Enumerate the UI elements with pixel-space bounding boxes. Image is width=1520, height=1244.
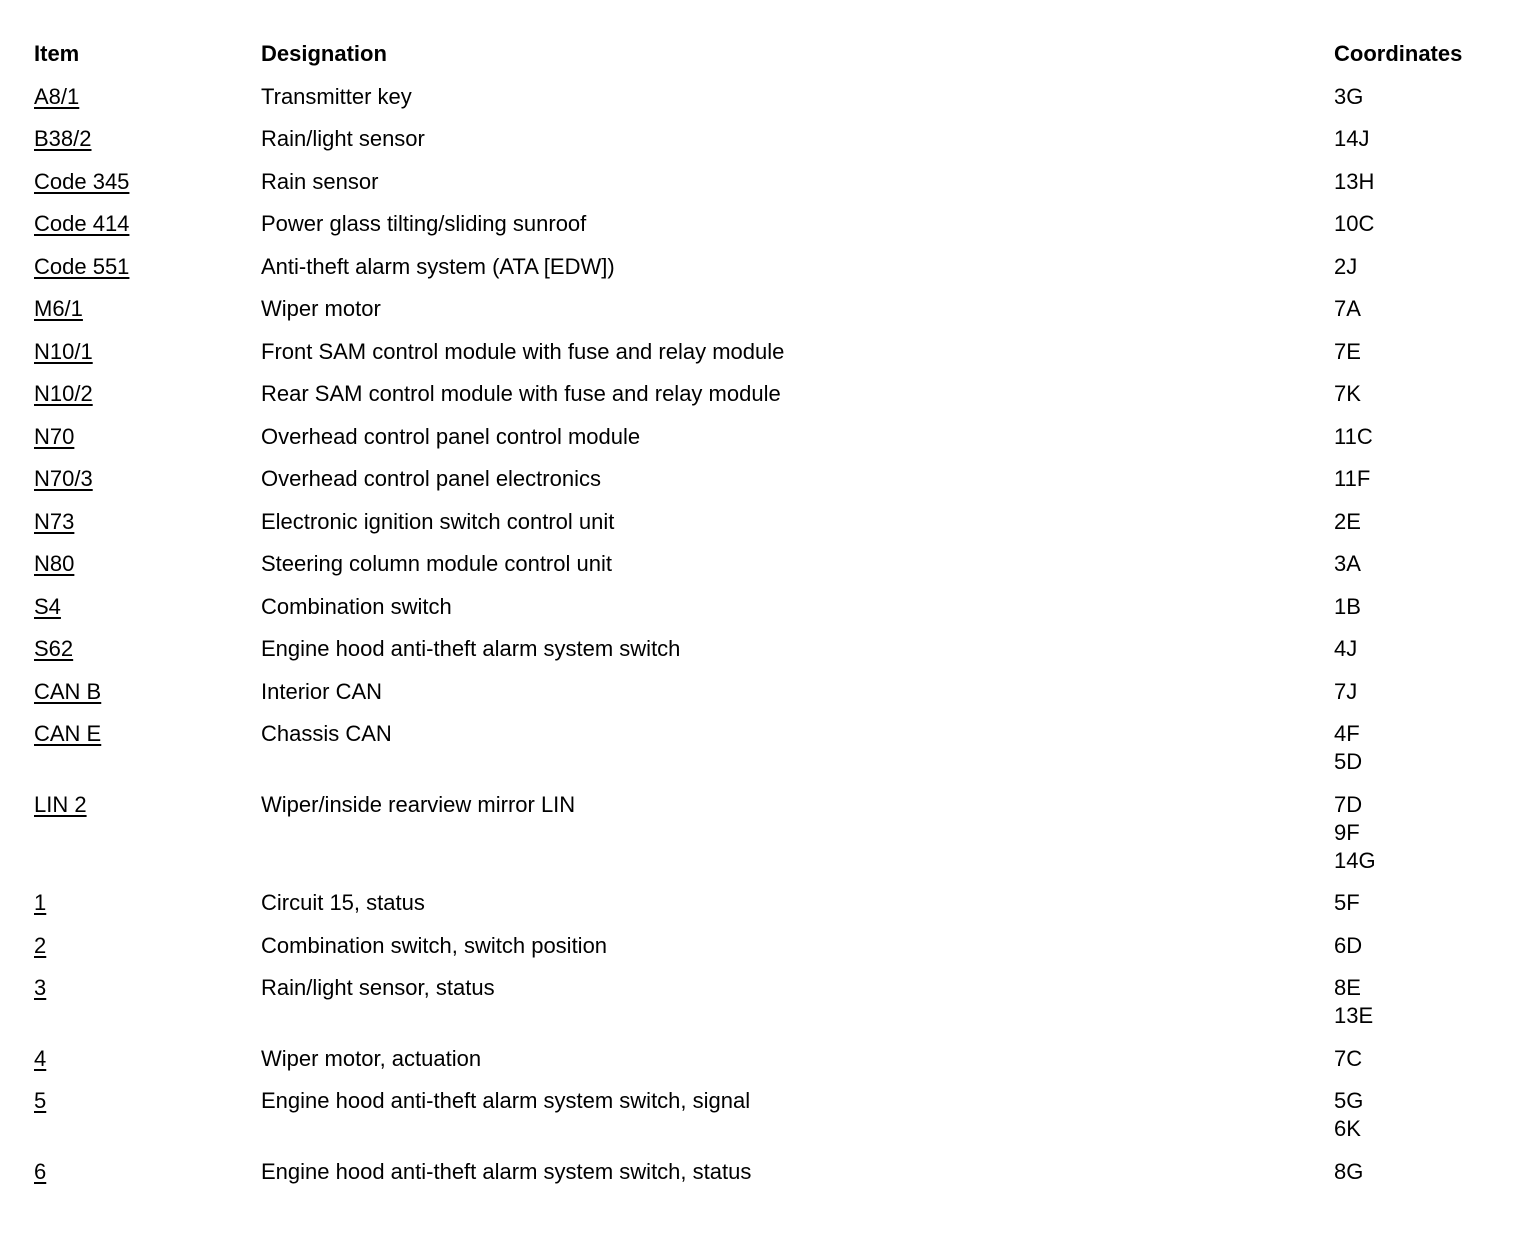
table-row: [34, 423, 1504, 451]
coordinates-cell: [1334, 210, 1504, 238]
coordinates-cell: [1334, 1045, 1504, 1073]
item-link[interactable]: 6: [34, 1158, 47, 1184]
item-cell: [34, 1158, 261, 1186]
designation-cell: Front SAM control module with fuse and relay module: [261, 338, 785, 364]
item-link[interactable]: 4: [34, 1045, 47, 1071]
coordinates-cell: [1334, 974, 1504, 1030]
item-cell: [34, 168, 261, 196]
item-link[interactable]: S62: [34, 636, 74, 661]
table-row: [34, 974, 1504, 1030]
coordinates-cell: [1334, 635, 1504, 663]
table-row: [34, 635, 1504, 663]
item-cell: [34, 974, 261, 1002]
item-cell: [34, 550, 261, 578]
legend-rows: [34, 83, 1504, 1186]
table-row: [34, 791, 1504, 875]
designation-cell: Wiper motor: [261, 296, 381, 321]
coordinate-value: 4F: [1334, 721, 1360, 746]
designation-cell: Steering column module control unit: [261, 551, 612, 576]
coordinate-value: 11F: [1334, 466, 1371, 491]
designation-cell: Power glass tilting/sliding sunroof: [261, 211, 587, 236]
item-link[interactable]: A8/1: [34, 83, 80, 109]
coordinates-cell: [1334, 253, 1504, 281]
table-row: [34, 678, 1504, 706]
item-column-header: Item: [34, 41, 80, 66]
designation-cell: Rain sensor: [261, 168, 379, 194]
item-cell: [34, 295, 261, 323]
item-cell: [34, 210, 261, 238]
coordinates-cell: [1334, 678, 1504, 706]
coordinates-cell: [1334, 720, 1504, 776]
item-link[interactable]: N10/1: [34, 338, 93, 364]
coordinate-value: 4J: [1334, 636, 1358, 661]
item-link[interactable]: CAN E: [34, 721, 102, 746]
legend-table: [34, 40, 1504, 1200]
designation-cell: Overhead control panel control module: [261, 423, 641, 449]
designation-cell: Rain/light sensor: [261, 126, 425, 151]
coordinates-cell: [1334, 791, 1504, 875]
coordinates-cell: [1334, 593, 1504, 621]
table-row: [34, 125, 1504, 153]
coordinate-value: 10C: [1334, 211, 1375, 236]
coordinates-cell: [1334, 889, 1504, 917]
coordinates-cell: [1334, 932, 1504, 960]
designation-cell: Engine hood anti-theft alarm system switch, signal: [261, 1088, 751, 1113]
coordinate-value: 8G: [1334, 1158, 1364, 1184]
coordinate-value: 9F: [1334, 819, 1360, 845]
coordinate-value: 7E: [1334, 338, 1361, 364]
coordinates-cell: [1334, 1158, 1504, 1186]
designation-cell: Chassis CAN: [261, 721, 392, 746]
coordinate-value: 3A: [1334, 551, 1361, 576]
table-row: [34, 550, 1504, 578]
coordinates-cell: [1334, 295, 1504, 323]
table-row: [34, 380, 1504, 408]
coordinate-value: 8E: [1334, 975, 1361, 1000]
designation-cell: Circuit 15, status: [261, 890, 425, 915]
item-link[interactable]: N73: [34, 508, 75, 534]
item-cell: [34, 720, 261, 748]
coordinates-cell: [1334, 423, 1504, 451]
coordinates-cell: [1334, 125, 1504, 153]
coordinate-value: 5D: [1334, 749, 1363, 774]
table-row: [34, 295, 1504, 323]
designation-cell: Transmitter key: [261, 83, 412, 109]
item-link[interactable]: 3: [34, 975, 47, 1000]
coordinate-value: 5G: [1334, 1088, 1364, 1113]
coordinate-value: 5F: [1334, 890, 1360, 915]
coordinate-value: 14G: [1334, 847, 1376, 873]
table-row: [34, 508, 1504, 536]
table-row: [34, 720, 1504, 776]
item-link[interactable]: S4: [34, 593, 61, 619]
item-link[interactable]: Code 345: [34, 168, 130, 194]
item-cell: [34, 380, 261, 408]
coordinate-value: 1B: [1334, 593, 1361, 619]
coordinate-value: 13E: [1334, 1003, 1374, 1028]
table-row: [34, 338, 1504, 366]
table-row: [34, 932, 1504, 960]
coordinates-cell: [1334, 83, 1504, 111]
item-cell: [34, 678, 261, 706]
item-cell: [34, 1045, 261, 1073]
coordinate-value: 7J: [1334, 678, 1358, 704]
item-cell: [34, 593, 261, 621]
item-cell: [34, 465, 261, 493]
coordinate-value: 2E: [1334, 508, 1361, 534]
table-row: [34, 465, 1504, 493]
coordinate-value: 3G: [1334, 83, 1364, 109]
item-cell: [34, 125, 261, 153]
coordinates-cell: [1334, 338, 1504, 366]
table-row: [34, 889, 1504, 917]
designation-cell: Anti-theft alarm system (ATA [EDW]): [261, 253, 615, 279]
designation-cell: Rain/light sensor, status: [261, 975, 495, 1000]
item-link[interactable]: LIN 2: [34, 791, 87, 817]
table-row: [34, 210, 1504, 238]
table-row: [34, 1045, 1504, 1073]
coordinate-value: 6D: [1334, 932, 1363, 958]
coordinate-value: 13H: [1334, 168, 1375, 194]
item-cell: [34, 423, 261, 451]
coordinates-column-header: Coordinates: [1334, 41, 1463, 66]
table-row: [34, 593, 1504, 621]
item-link[interactable]: Code 414: [34, 211, 130, 236]
item-link[interactable]: N10/2: [34, 381, 93, 406]
coordinates-cell: [1334, 465, 1504, 493]
header-row: [34, 40, 1504, 68]
item-link[interactable]: M6/1: [34, 296, 83, 321]
coordinates-cell: [1334, 168, 1504, 196]
coordinate-value: 7C: [1334, 1045, 1363, 1071]
designation-cell: Wiper motor, actuation: [261, 1045, 482, 1071]
designation-cell: Combination switch: [261, 593, 452, 619]
table-row: [34, 168, 1504, 196]
coordinate-value: 7A: [1334, 296, 1361, 321]
designation-cell: Engine hood anti-theft alarm system switch: [261, 636, 681, 661]
coordinates-cell: [1334, 1087, 1504, 1143]
table-row: [34, 1158, 1504, 1186]
item-link[interactable]: N80: [34, 551, 75, 576]
coordinate-value: 2J: [1334, 253, 1358, 279]
designation-cell: Rear SAM control module with fuse and relay module: [261, 381, 781, 406]
designation-cell: Engine hood anti-theft alarm system switch, status: [261, 1158, 752, 1184]
table-row: [34, 83, 1504, 111]
designation-cell: Wiper/inside rearview mirror LIN: [261, 791, 576, 817]
coordinates-cell: [1334, 380, 1504, 408]
table-row: [34, 1087, 1504, 1143]
item-cell: [34, 635, 261, 663]
item-link[interactable]: 2: [34, 932, 47, 958]
coordinates-cell: [1334, 550, 1504, 578]
item-link[interactable]: Code 551: [34, 253, 130, 279]
item-cell: [34, 791, 261, 819]
coordinates-cell: [1334, 508, 1504, 536]
item-cell: [34, 338, 261, 366]
coordinate-value: 6K: [1334, 1116, 1361, 1141]
item-cell: [34, 1087, 261, 1115]
item-cell: [34, 83, 261, 111]
item-link[interactable]: 5: [34, 1088, 47, 1113]
designation-cell: Combination switch, switch position: [261, 932, 608, 958]
designation-column-header: Designation: [261, 41, 387, 66]
coordinate-value: 7D: [1334, 791, 1363, 817]
item-link[interactable]: 1: [34, 890, 47, 915]
item-cell: [34, 932, 261, 960]
coordinate-value: 7K: [1334, 381, 1361, 406]
designation-cell: Overhead control panel electronics: [261, 466, 601, 491]
designation-cell: Interior CAN: [261, 678, 383, 704]
table-row: [34, 253, 1504, 281]
item-link[interactable]: N70/3: [34, 466, 93, 491]
item-link[interactable]: B38/2: [34, 126, 92, 151]
item-cell: [34, 508, 261, 536]
designation-cell: Electronic ignition switch control unit: [261, 508, 615, 534]
coordinate-value: 11C: [1334, 423, 1373, 449]
item-cell: [34, 253, 261, 281]
item-link[interactable]: CAN B: [34, 678, 102, 704]
coordinate-value: 14J: [1334, 126, 1370, 151]
item-cell: [34, 889, 261, 917]
item-link[interactable]: N70: [34, 423, 75, 449]
